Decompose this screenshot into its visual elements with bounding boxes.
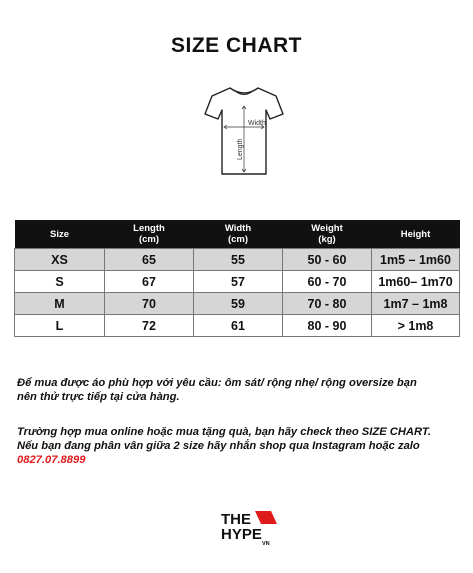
tshirt-diagram (204, 86, 284, 178)
cell-height: 1m5 – 1m60 (372, 249, 460, 271)
cell-weight: 50 - 60 (283, 249, 372, 271)
size-table (14, 220, 460, 337)
cell-length: 65 (105, 249, 194, 271)
the-hype-logo-icon (219, 508, 279, 546)
table-row (15, 271, 460, 293)
header-size: Size (15, 220, 105, 249)
contact-phone[interactable]: 0827.07.8899 (17, 454, 86, 466)
cell-width: 57 (194, 271, 283, 293)
cell-height: 1m7 – 1m8 (372, 293, 460, 315)
cell-size: L (15, 315, 105, 337)
online-note (17, 425, 467, 467)
cell-length: 67 (105, 271, 194, 293)
logo-text-bottom: HYPE (221, 526, 262, 543)
cell-width: 61 (194, 315, 283, 337)
online-note-line: Nếu bạn đang phân vân giữa 2 size hãy nhắn shop qua Instagram hoặc zalo (17, 440, 420, 452)
cell-length: 72 (105, 315, 194, 337)
cell-weight: 80 - 90 (283, 315, 372, 337)
fit-note-line: Để mua được áo phù hợp với yêu cầu: ôm sát/ rộng nhẹ/ rộng oversize bạn (17, 377, 417, 389)
cell-size: XS (15, 249, 105, 271)
cell-size: M (15, 293, 105, 315)
table-row (15, 293, 460, 315)
cell-width: 59 (194, 293, 283, 315)
table-row (15, 315, 460, 337)
fit-note-line: nên thử trực tiếp tại cửa hàng. (17, 391, 180, 403)
cell-height: 1m60– 1m70 (372, 271, 460, 293)
length-label: Length (237, 138, 244, 160)
cell-weight: 70 - 80 (283, 293, 372, 315)
header-width: Width (cm) (194, 220, 283, 249)
width-label: Width (248, 120, 266, 127)
cell-length: 70 (105, 293, 194, 315)
fit-note (17, 376, 462, 404)
brand-logo (219, 508, 279, 546)
cell-width: 55 (194, 249, 283, 271)
tshirt-icon (204, 86, 284, 178)
header-length: Length (cm) (105, 220, 194, 249)
logo-suffix: VN (262, 541, 270, 546)
header-weight: Weight (kg) (283, 220, 372, 249)
cell-size: S (15, 271, 105, 293)
table-row (15, 249, 460, 271)
online-note-line: Trường hợp mua online hoặc mua tặng quà, bạn hãy check theo SIZE CHART. (17, 426, 432, 438)
header-height: Height (372, 220, 460, 249)
page-title: SIZE CHART (171, 34, 302, 57)
cell-height: > 1m8 (372, 315, 460, 337)
table-header-row (15, 220, 460, 249)
logo-text-top: THE (221, 511, 251, 528)
cell-weight: 60 - 70 (283, 271, 372, 293)
